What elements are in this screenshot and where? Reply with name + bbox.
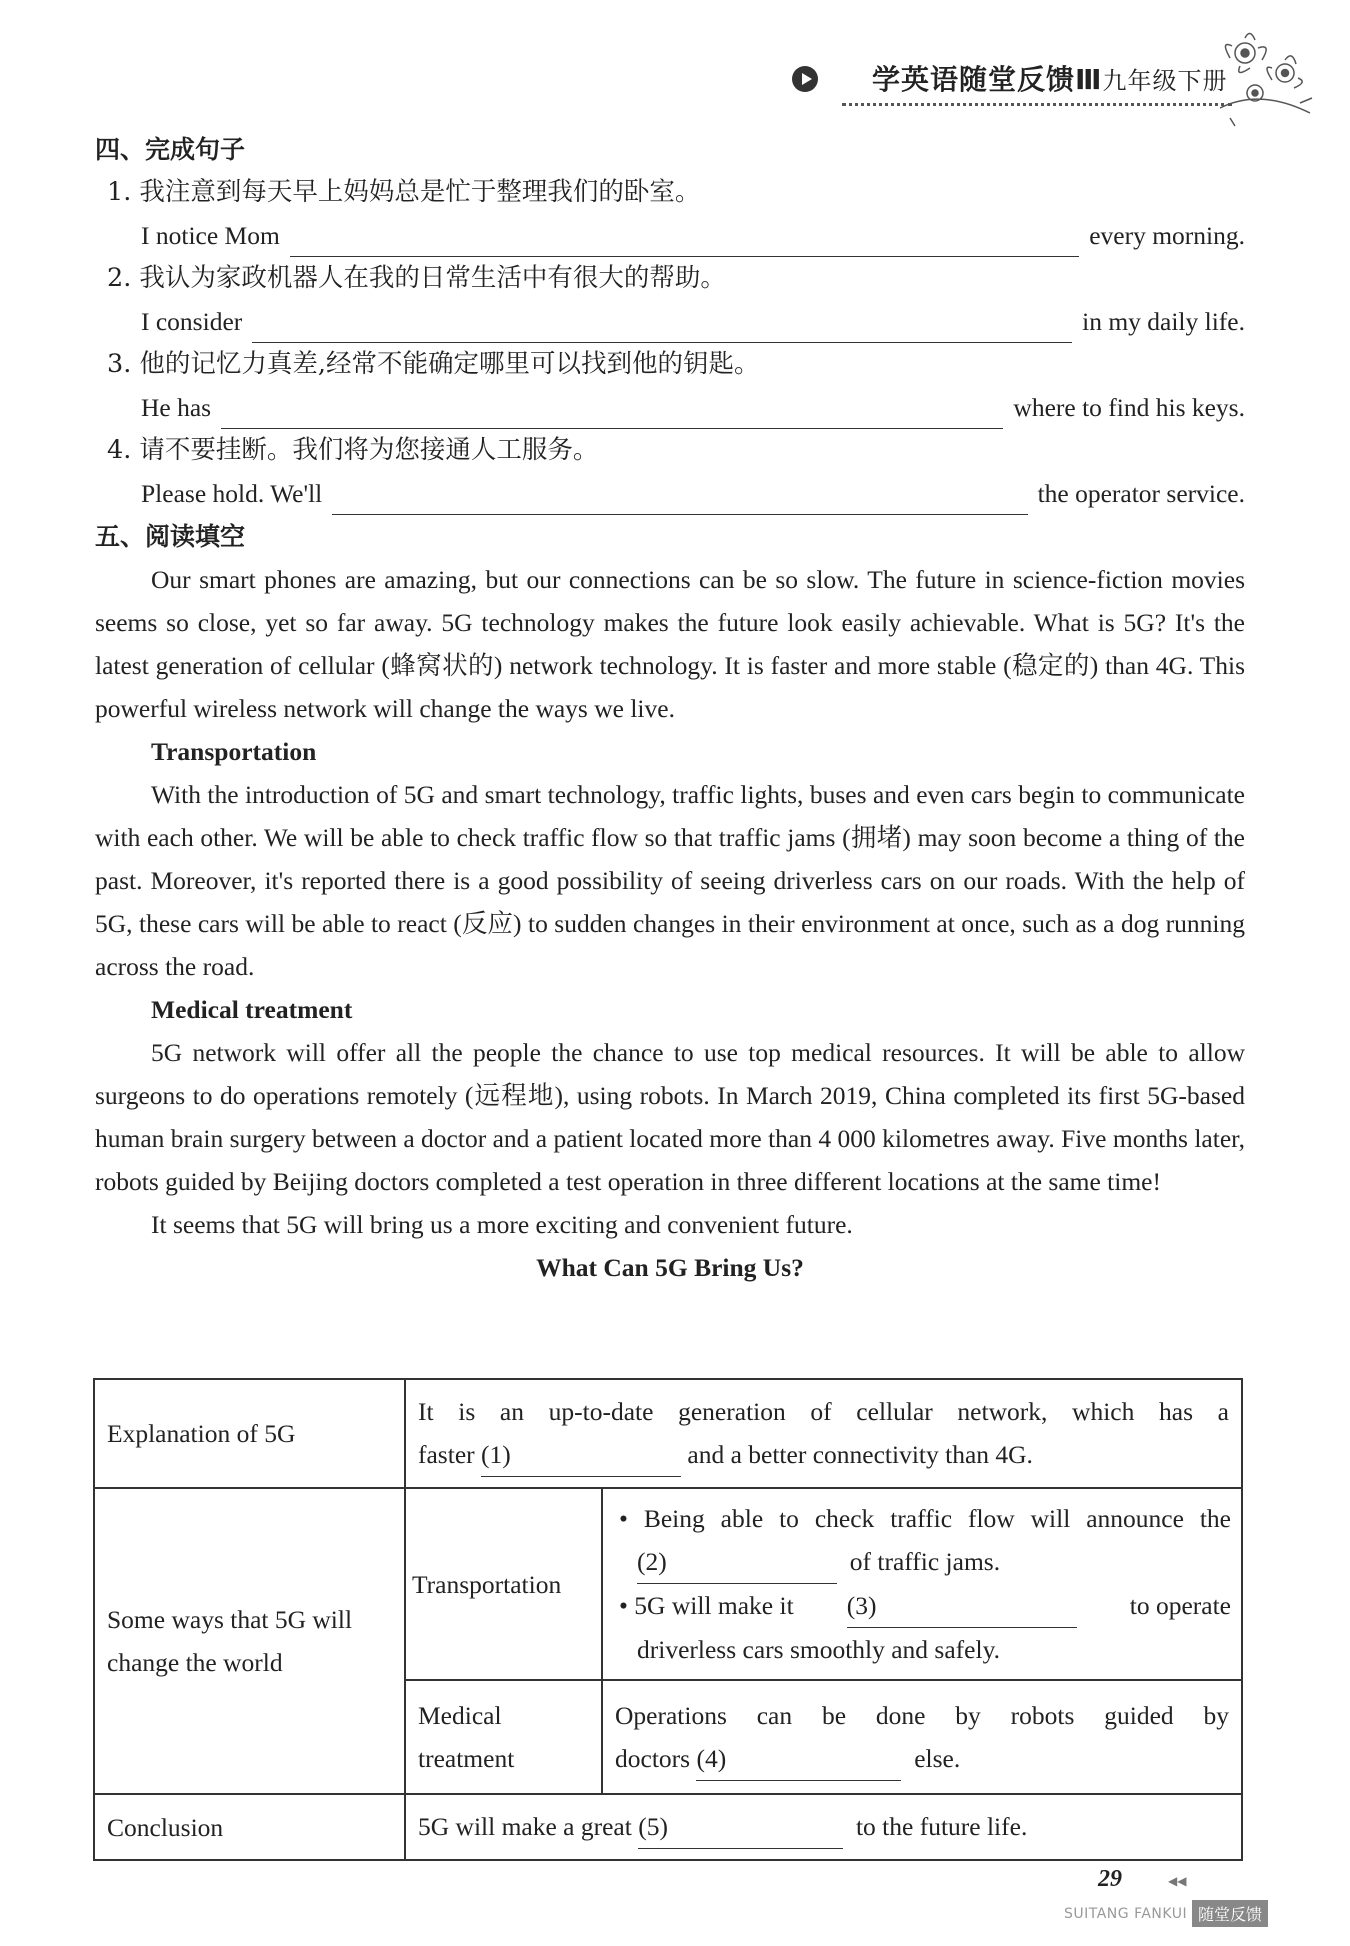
medical-content	[602, 1680, 1242, 1794]
question-3-blank[interactable]	[221, 394, 1003, 429]
question-1-answer-line	[95, 214, 1245, 257]
book-title	[872, 58, 1227, 98]
medical-line-2	[615, 1737, 1229, 1781]
page-number: 29	[1098, 1866, 1122, 1892]
question-4-answer-line	[95, 472, 1245, 515]
passage-medical: 5G network will offer all the people the chance to use top medical resources. It will be able to allow surgeons to do operations remotely (远程地), using robots. In March 2019, China completed its first 5G-based human brain surgery between a doctor and a patient located more than 4 000 kilometres away. Five months later, robots guided by Beijing doctors completed a test operation in three different locations at the same time!	[95, 1038, 1245, 1196]
transport-bullet-2-line-2: driverless cars smoothly and safely.	[637, 1635, 1001, 1664]
question-3-prefix: He has	[141, 393, 212, 422]
explanation-line-2	[418, 1433, 1229, 1477]
conclusion-text: 5G will make a great	[418, 1812, 632, 1841]
transportation-content	[602, 1488, 1242, 1680]
question-2-answer-line	[95, 300, 1245, 343]
passage-conclusion: It seems that 5G will bring us a more exciting and convenient future.	[151, 1210, 853, 1239]
transport-bullet-2-line-1	[619, 1584, 1231, 1628]
row-label-explanation: Explanation of 5G	[94, 1379, 405, 1488]
question-1-suffix: every morning.	[1089, 221, 1245, 250]
passage-transportation: With the introduction of 5G and smart technology, traffic lights, buses and even cars begin to communicate with each other. We will be able to check traffic flow so that traffic jams (拥堵) may soon become a thing of the past. Moreover, it's reported there is a good possibility of seeing driverless cars on our roads. With the help of 5G, these cars will be able to react (反应) to sudden changes in their environment at once, such as a dog running across the road.	[95, 780, 1245, 981]
table-row	[94, 1794, 1242, 1860]
question-3-suffix: where to find his keys.	[1013, 393, 1245, 422]
explanation-text: faster	[418, 1440, 475, 1469]
question-3-answer-line	[95, 386, 1245, 429]
row-label-conclusion: Conclusion	[94, 1794, 405, 1860]
question-1-blank[interactable]	[290, 222, 1079, 257]
medical-text-end: else.	[914, 1743, 961, 1773]
question-2-suffix: in my daily life.	[1082, 307, 1245, 336]
question-2-blank[interactable]	[252, 308, 1072, 343]
fill-in-table	[93, 1378, 1243, 1861]
row-label-ways: Some ways that 5G will change the world	[94, 1488, 405, 1794]
transport-bullet-1-line-1: • Being able to check traffic flow will announce the	[619, 1504, 1231, 1533]
footer-brand-en: SUITANG FANKUI	[1064, 1906, 1188, 1922]
question-3-chinese: 3. 他的记忆力真差,经常不能确定哪里可以找到他的钥匙。	[107, 349, 760, 379]
passage-subheading-transportation: Transportation	[151, 737, 317, 766]
question-4-suffix: the operator service.	[1037, 479, 1245, 508]
blank-1[interactable]: (1)	[481, 1433, 681, 1477]
footer-brand-badge: 随堂反馈	[1192, 1900, 1268, 1927]
passage-subheading-medical: Medical treatment	[151, 995, 353, 1024]
header-dotted-line	[842, 103, 1232, 106]
transport-text: of traffic jams.	[849, 1547, 1001, 1576]
sub-label-transportation: Transportation	[405, 1488, 602, 1680]
blank-4[interactable]: (4)	[696, 1737, 901, 1781]
flower-decoration-icon	[1200, 18, 1320, 128]
transport-bullet-1-line-2	[619, 1540, 1231, 1584]
conclusion-content	[405, 1794, 1242, 1860]
book-title-text: 学英语随堂反馈Ⅲ	[872, 63, 1103, 96]
explanation-line-1: It is an up-to-date generation of cellular network, which has a	[418, 1397, 1229, 1426]
explanation-text-end: and a better connectivity than 4G.	[687, 1440, 1033, 1469]
row-content-explanation	[405, 1379, 1242, 1488]
question-4-prefix: Please hold. We'll	[141, 479, 323, 508]
section-5-heading: 五、阅读填空	[95, 522, 246, 551]
blank-2[interactable]: (2)	[637, 1540, 837, 1584]
medical-line-1: Operations can be done by robots guided by	[615, 1700, 1229, 1730]
play-circle-icon	[792, 66, 818, 92]
conclusion-text-end: to the future life.	[855, 1812, 1028, 1841]
table-row	[94, 1379, 1242, 1488]
grade-label: 九年级下册	[1102, 67, 1228, 95]
question-1-prefix: I notice Mom	[141, 221, 280, 250]
passage-intro: Our smart phones are amazing, but our connections can be so slow. The future in science-fiction movies seems so close, yet so far away. 5G technology makes the future look easily achievable. What is 5G? It's the latest generation of cellular (蜂窝状的) network technology. It is faster and more stable (稳定的) than 4G. This powerful wireless network will change the ways we live.	[95, 565, 1245, 723]
question-1-chinese: 1. 我注意到每天早上妈妈总是忙于整理我们的卧室。	[107, 177, 701, 207]
question-2-chinese: 2. 我认为家政机器人在我的日常生活中有很大的帮助。	[107, 263, 726, 293]
page-content	[95, 128, 1245, 1289]
sub-label-medical: Medical treatment	[405, 1680, 602, 1794]
transport-text-3: to operate	[1129, 1591, 1231, 1620]
double-triangle-icon: ◀◀	[1168, 1874, 1187, 1888]
page-header	[0, 0, 1350, 140]
question-2-prefix: I consider	[141, 307, 243, 336]
blank-5[interactable]: (5)	[638, 1805, 843, 1849]
table-title: What Can 5G Bring Us?	[536, 1253, 804, 1282]
question-4-chinese: 4. 请不要挂断。我们将为您接通人工服务。	[107, 435, 599, 465]
section-4-heading: 四、完成句子	[95, 135, 246, 164]
blank-3[interactable]: (3)	[847, 1584, 1077, 1628]
medical-text: doctors	[615, 1743, 691, 1773]
transport-text-2: • 5G will make it	[619, 1591, 794, 1620]
table-row	[94, 1488, 1242, 1680]
question-4-blank[interactable]	[332, 480, 1027, 515]
